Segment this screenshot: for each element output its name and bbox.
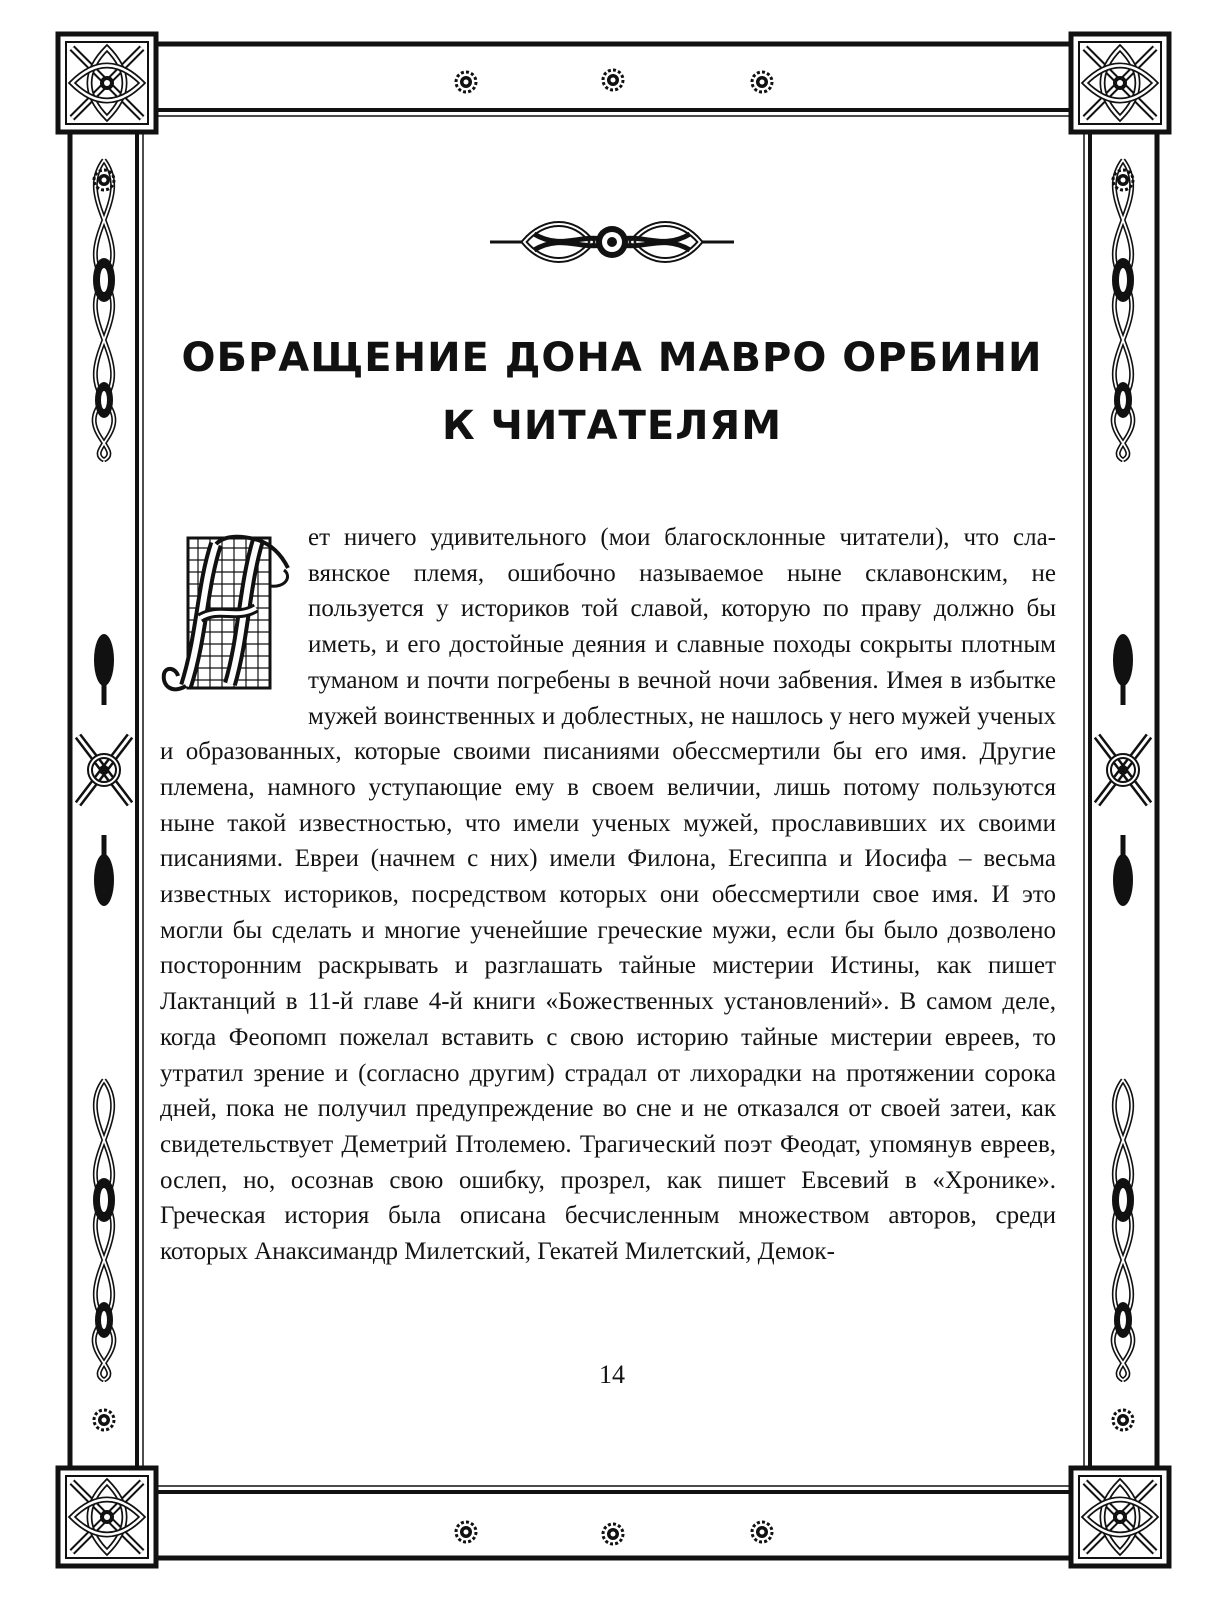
leaf-icon (1113, 854, 1133, 906)
page-number: 14 (599, 1360, 625, 1389)
rosette-icon (456, 72, 476, 92)
knot-square-corner-icon (1071, 1468, 1169, 1566)
rosette-icon (603, 1524, 623, 1544)
leaf-icon (94, 854, 114, 906)
rosette-icon (456, 1522, 476, 1542)
rosette-icon (1113, 1410, 1133, 1430)
rosette-icon (94, 1410, 114, 1430)
rosette-icon (603, 70, 623, 90)
body-paragraph (160, 520, 1056, 1270)
leaf-icon (1113, 634, 1133, 686)
knot-square-corner-icon (58, 34, 156, 132)
knot-square-corner-icon (58, 1468, 156, 1566)
title-line-1: ОБРАЩЕНИЕ ДОНА МАВРО ОРБИНИ (181, 335, 1043, 381)
knot-header-ornament (484, 212, 740, 272)
body-text: ет ничего удивительного (мои благосклонные читатели), что славянское племя, ошибочно называемое ныне склавонским, не пользуется у историков той славой, которую по праву должно бы иметь, и его достойные деяния и славные походы сокрыты плотным туманом и почти погребены в вечной ночи забвения. Имея в избытке мужей воинственных и доблестных, не нашлось у него мужей ученых и образованных, которые своими писаниями обессмертили бы его имя. Другие племена, намного уступающие ему в своем величии, лишь потому пользуются ныне такой известностью, что имели ученых мужей, прославивших их своими писаниями. Евреи (начнем с них) имели Филона, Егесиппа и Иосифа – весьма известных историков, посредством которых они обессмертили свое имя. И это могли бы сделать и многие ученейшие греческие мужи, если бы было дозволено посторонним раскрывать и разглашать тайные мистерии Истины, как пишет Лактанций в 11-й главе 4-й книги «Божественных установлений». В самом деле, когда Феопомп пожелал вставить с свою историю тайные мистерии евреев, то утратил зрение и (согласно другим) страдал от лихорадки на протяжении сорока дней, пока не получил предупреждение во сне и не отказался от своей затеи, как свидетельствует Деметрий Птолемею. Трагический поэт Феодат, упомянув евреев, ослеп, но, осознав свою ошибку, прозрел, как пишет Евсевий в «Хронике». Греческая история была описана бесчисленным множеством авторов, среди которых Анаксимандр Милетский, Гекатей Милетский, Демок- (160, 524, 1056, 1266)
vine-ornament-icon (1112, 1080, 1134, 1380)
title-line-2: К ЧИТАТЕЛЯМ (441, 403, 783, 449)
rosette-icon (752, 1522, 772, 1542)
vine-ornament-icon (93, 160, 115, 460)
knot-cross-icon (78, 736, 130, 804)
leaf-icon (94, 634, 114, 686)
vine-ornament-icon (93, 1080, 115, 1380)
knot-cross-icon (1097, 736, 1149, 804)
vine-ornament-icon (1112, 160, 1134, 460)
page-content (152, 200, 1072, 1460)
page-title (152, 324, 1072, 460)
ornate-initial-letter (158, 526, 296, 701)
rosette-icon (752, 72, 772, 92)
knot-square-corner-icon (1071, 34, 1169, 132)
